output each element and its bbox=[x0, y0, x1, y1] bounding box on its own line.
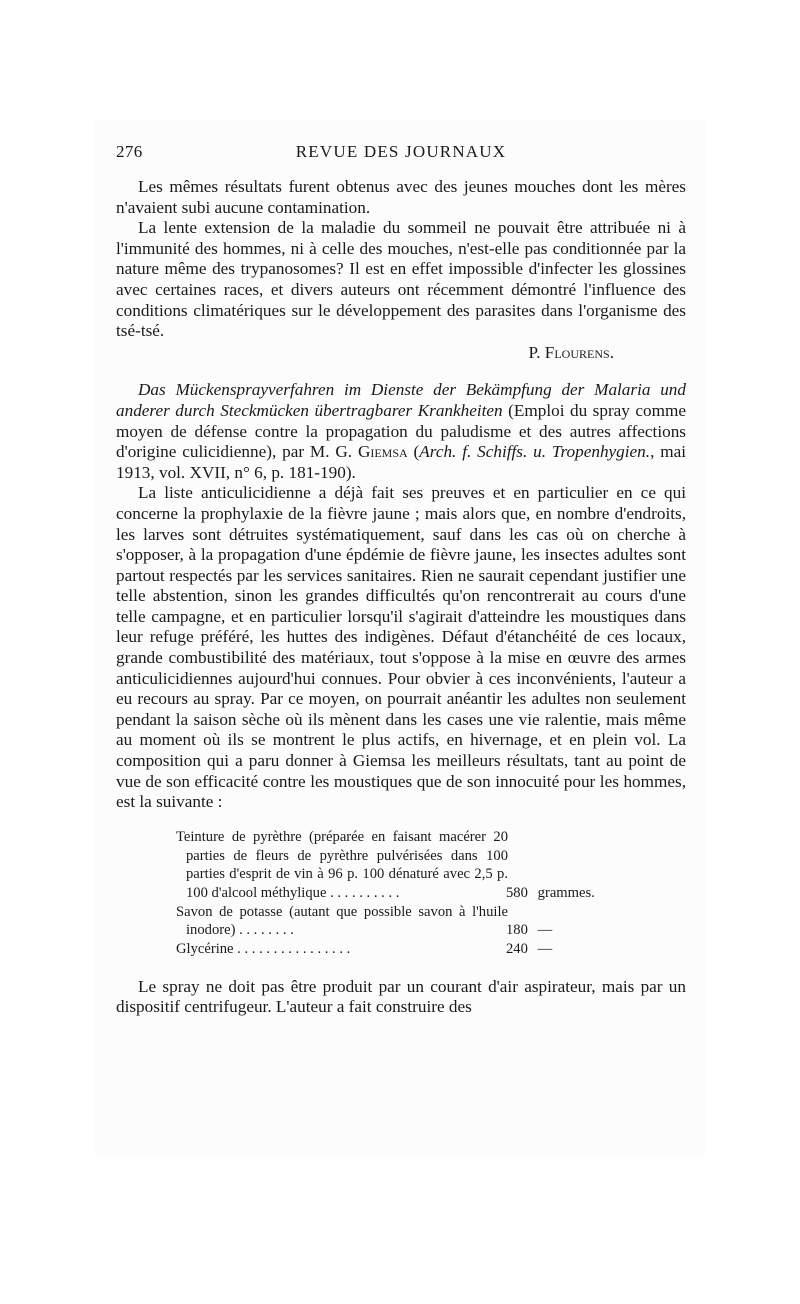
quantity: 180 bbox=[506, 922, 528, 939]
article-body bbox=[116, 177, 686, 813]
unit: grammes. bbox=[537, 884, 595, 901]
recipe-row bbox=[176, 828, 621, 903]
journal-page bbox=[116, 142, 686, 1018]
amount bbox=[506, 884, 621, 903]
quantity: 580 bbox=[506, 884, 528, 901]
review-body: La liste anticulicidienne a déjà fait ses preuves et en particulier en ce qui concerne la prophylaxie de la fièvre jaune ; mais alors que, en nombre d'endroits, les larves sont détruites systématiquement, sauf dans les cas où on cherche à s'opposer, à la propagation d'une épdémie de fièvre jaune, les insectes adultes sont partout respectés par les services sanitaires. Rien ne saurait cependant justifier une telle abstention, sinon les grandes difficultés qu'on rencontrerait au cours d'une telle campagne, et en particulier lorsqu'il s'agirait d'atteindre les moustiques dans leur refuge préféré, les huttes des indigènes. Défaut d'étanchéité de ces locaux, grande combustibilité des matériaux, tout s'oppose à la mise en œuvre des armes anticulicidiennes aujourd'hui connues. Pour obvier à ces inconvénients, l'auteur a eu recours au spray. Par ce moyen, on pourrait anéantir les adultes non seulement pendant la saison sèche où ils mènent dans les cases une vie ralentie, mais même au moment où ils se montrent le plus actifs, en hivernage, et en plein vol. La composition qui a paru donner à Giemsa les meilleurs résultats, tant au point de vue de son efficacité contre les moustiques que de son innocuité pour les hommes, est la suivante : bbox=[116, 483, 686, 812]
running-head bbox=[116, 142, 686, 166]
ingredient: Glycérine . . . . . . . . . . . . . . . . bbox=[176, 941, 351, 958]
german-title: Das Mückensprayverfahren im Dienste der Bekämpfung der Malaria und anderer durch Steckmücken übertragbarer Krankheiten bbox=[116, 380, 686, 420]
journal-title: REVUE DES JOURNAUX bbox=[295, 142, 507, 161]
amount bbox=[506, 921, 621, 940]
citation-details: , mai 1913, vol. XVII, n° 6, p. 181-190). bbox=[116, 442, 686, 482]
article-body-continued bbox=[116, 977, 686, 1018]
citation-open: ( bbox=[413, 442, 420, 462]
unit: — bbox=[537, 941, 553, 958]
quantity: 240 bbox=[506, 941, 528, 958]
ingredient: Teinture de pyrèthre (préparée en faisant macérer 20 parties de fleurs de pyrèthre pulvérisées dans 100 parties d'esprit de vin à 96 p. 100 dénaturé avec 2,5 p. 100 d'alcool méthylique . . . . . . . . . . bbox=[176, 828, 508, 901]
paragraph: Les mêmes résultats furent obtenus avec des jeunes mouches dont les mères n'avaient subi aucune contamination. bbox=[116, 177, 686, 217]
unit: — bbox=[537, 922, 553, 939]
recipe-row bbox=[176, 940, 621, 959]
paragraph: Le spray ne doit pas être produit par un courant d'air aspirateur, mais par un dispositif centrifugeur. L'auteur a fait construire des bbox=[116, 976, 686, 1017]
french-title: (Emploi du spray comme moyen de défense contre la propagation du paludisme et des autres affections d'origine culicidienne), par bbox=[116, 400, 686, 462]
paragraph: La lente extension de la maladie du sommeil ne pouvait être attribuée ni à l'immunité des hommes, ni à celle des mouches, n'est-elle pas conditionnée par la nature même des trypanosomes? Il est en effet impossible d'infecter les glossines avec certaines races, et divers auteurs ont récemment démontré l'influence des conditions climatériques sur le développement des parasites dans l'organisme des tsé-tsé. bbox=[116, 218, 686, 341]
amount bbox=[506, 940, 621, 959]
author-name: Giemsa bbox=[357, 442, 408, 462]
review-heading bbox=[116, 380, 686, 483]
ingredient: Savon de potasse (autant que possible savon à l'huile inodore) . . . . . . . . bbox=[176, 903, 508, 939]
recipe-row bbox=[176, 903, 621, 940]
source-journal: Arch. f. Schiffs. u. Tropenhygien. bbox=[419, 442, 651, 462]
author-initials: M. G. bbox=[309, 442, 353, 462]
page-number: 276 bbox=[116, 142, 143, 161]
author-signature: P. Flourens. bbox=[528, 342, 614, 362]
recipe-table bbox=[176, 828, 621, 959]
